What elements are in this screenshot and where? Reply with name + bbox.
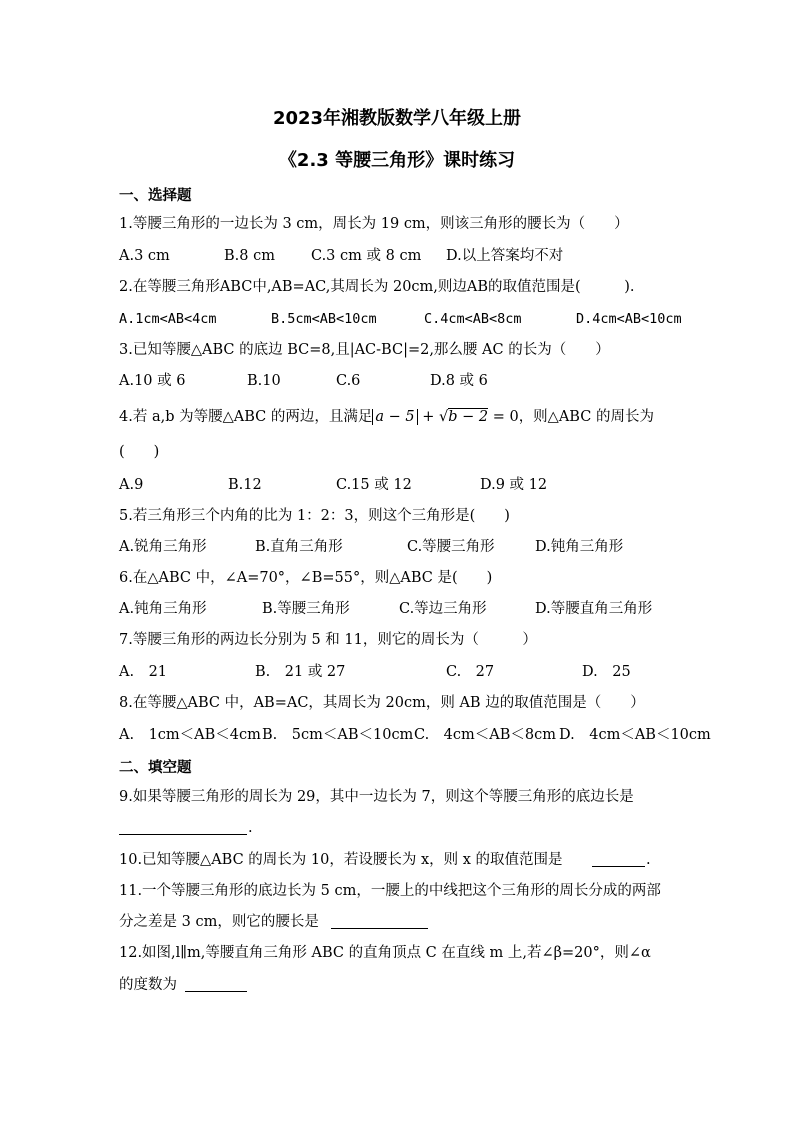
question-6-stem: 6.在△ABC 中，∠A=70°，∠B=55°，则△ABC 是( ) <box>119 570 493 586</box>
question-8-option-b: B. 5cm＜AB＜10cm <box>262 727 414 743</box>
question-7-option-c: C. 27 <box>446 664 495 680</box>
question-9-period: . <box>248 820 253 836</box>
question-2-stem: 2.在等腰三角形ABC中,AB=AC,其周长为 20cm,则边AB的取值范围是( ). <box>119 279 635 295</box>
question-3-option-c: C.6 <box>336 373 361 389</box>
question-10-answer-blank[interactable] <box>592 866 645 867</box>
question-9-stem: 9.如果等腰三角形的周长为 29，其中一边长为 7，则这个等腰三角形的底边长是 <box>119 789 634 805</box>
sqrt-icon: √ <box>438 409 449 425</box>
question-5-stem: 5.若三角形三个内角的比为 1：2：3，则这个三角形是( ) <box>119 508 510 524</box>
section-choice-heading: 一、选择题 <box>119 188 192 204</box>
question-8-option-c: C. 4cm＜AB＜8cm <box>414 727 557 743</box>
question-5-option-b: B.直角三角形 <box>255 539 343 555</box>
question-6-option-b: B.等腰三角形 <box>262 601 350 617</box>
question-4-stem-start: 4.若 a,b 为等腰△ABC 的两边，且满足 <box>119 409 373 425</box>
question-6-option-a: A.钝角三角形 <box>119 601 207 617</box>
equals-zero: = 0 <box>488 409 519 425</box>
question-4-equation <box>372 409 518 425</box>
question-3-option-a: A.10 或 6 <box>119 373 186 389</box>
question-5-option-a: A.锐角三角形 <box>119 539 207 555</box>
question-5-option-c: C.等腰三角形 <box>407 539 495 555</box>
question-4-option-a: A.9 <box>119 477 144 493</box>
document-title: 2023年湘教版数学八年级上册 <box>272 108 522 129</box>
question-4-option-c: C.15 或 12 <box>336 477 412 493</box>
question-8-option-a: A. 1cm＜AB＜4cm <box>119 727 261 743</box>
question-2-option-b: B.5cm<AB<10cm <box>271 311 377 327</box>
question-6-option-d: D.等腰直角三角形 <box>535 601 653 617</box>
question-2-option-c: C.4cm<AB<8cm <box>424 311 522 327</box>
question-6-option-c: C.等边三角形 <box>399 601 487 617</box>
plus-sign: + <box>417 409 439 425</box>
question-7-option-b: B. 21 或 27 <box>255 664 346 680</box>
question-1-option-d: D.以上答案均不对 <box>446 248 564 264</box>
question-4-stem-end: ，则△ABC 的周长为 <box>518 409 654 425</box>
question-1-option-a: A.3 cm <box>119 248 170 264</box>
abs-expression: a − 5 <box>372 409 417 425</box>
sqrt-expression: b − 2 <box>448 409 489 425</box>
question-10-stem: 10.已知等腰△ABC 的周长为 10，若设腰长为 x，则 x 的取值范围是 <box>119 852 563 868</box>
question-7-option-a: A. 21 <box>119 664 168 680</box>
question-12-stem-line2: 的度数为 <box>119 977 177 993</box>
question-2-option-a: A.1cm<AB<4cm <box>119 311 217 327</box>
question-3-option-b: B.10 <box>247 373 281 389</box>
section-fill-heading: 二、填空题 <box>119 760 192 776</box>
question-11-stem-line1: 11.一个等腰三角形的底边长为 5 cm，一腰上的中线把这个三角形的周长分成的两部 <box>119 883 661 899</box>
question-4-option-d: D.9 或 12 <box>480 477 548 493</box>
question-7-option-d: D. 25 <box>582 664 631 680</box>
question-3-option-d: D.8 或 6 <box>430 373 488 389</box>
question-5-option-d: D.钝角三角形 <box>535 539 624 555</box>
question-1-option-b: B.8 cm <box>224 248 275 264</box>
question-4-option-b: B.12 <box>228 477 262 493</box>
document-subtitle: 《2.3 等腰三角形》课时练习 <box>278 150 516 171</box>
question-8-stem: 8.在等腰△ABC 中，AB=AC，其周长为 20cm，则 AB 边的取值范围是（ ） <box>119 695 645 711</box>
question-8-option-d: D. 4cm＜AB＜10cm <box>559 727 711 743</box>
question-11-stem-line2: 分之差是 3 cm，则它的腰长是 <box>119 914 319 930</box>
question-10-period: . <box>646 852 651 868</box>
question-9-answer-blank[interactable] <box>119 834 247 835</box>
question-11-answer-blank[interactable] <box>331 928 428 929</box>
question-4-answer-paren: ( ) <box>119 444 160 460</box>
question-7-stem: 7.等腰三角形的两边长分别为 5 和 11，则它的周长为（ ） <box>119 632 537 648</box>
question-1-option-c: C.3 cm 或 8 cm <box>311 248 422 264</box>
question-12-stem-line1: 12.如图,l∥m,等腰直角三角形 ABC 的直角顶点 C 在直线 m 上,若∠β=20°，则∠α <box>119 945 651 961</box>
question-1-stem: 1.等腰三角形的一边长为 3 cm，周长为 19 cm，则该三角形的腰长为（ ） <box>119 216 629 232</box>
question-4-stem <box>119 407 654 427</box>
question-12-answer-blank[interactable] <box>185 991 247 992</box>
question-2-option-d: D.4cm<AB<10cm <box>576 311 682 327</box>
question-3-stem: 3.已知等腰△ABC 的底边 BC=8,且|AC-BC|=2,那么腰 AC 的长为（ ） <box>119 342 610 358</box>
